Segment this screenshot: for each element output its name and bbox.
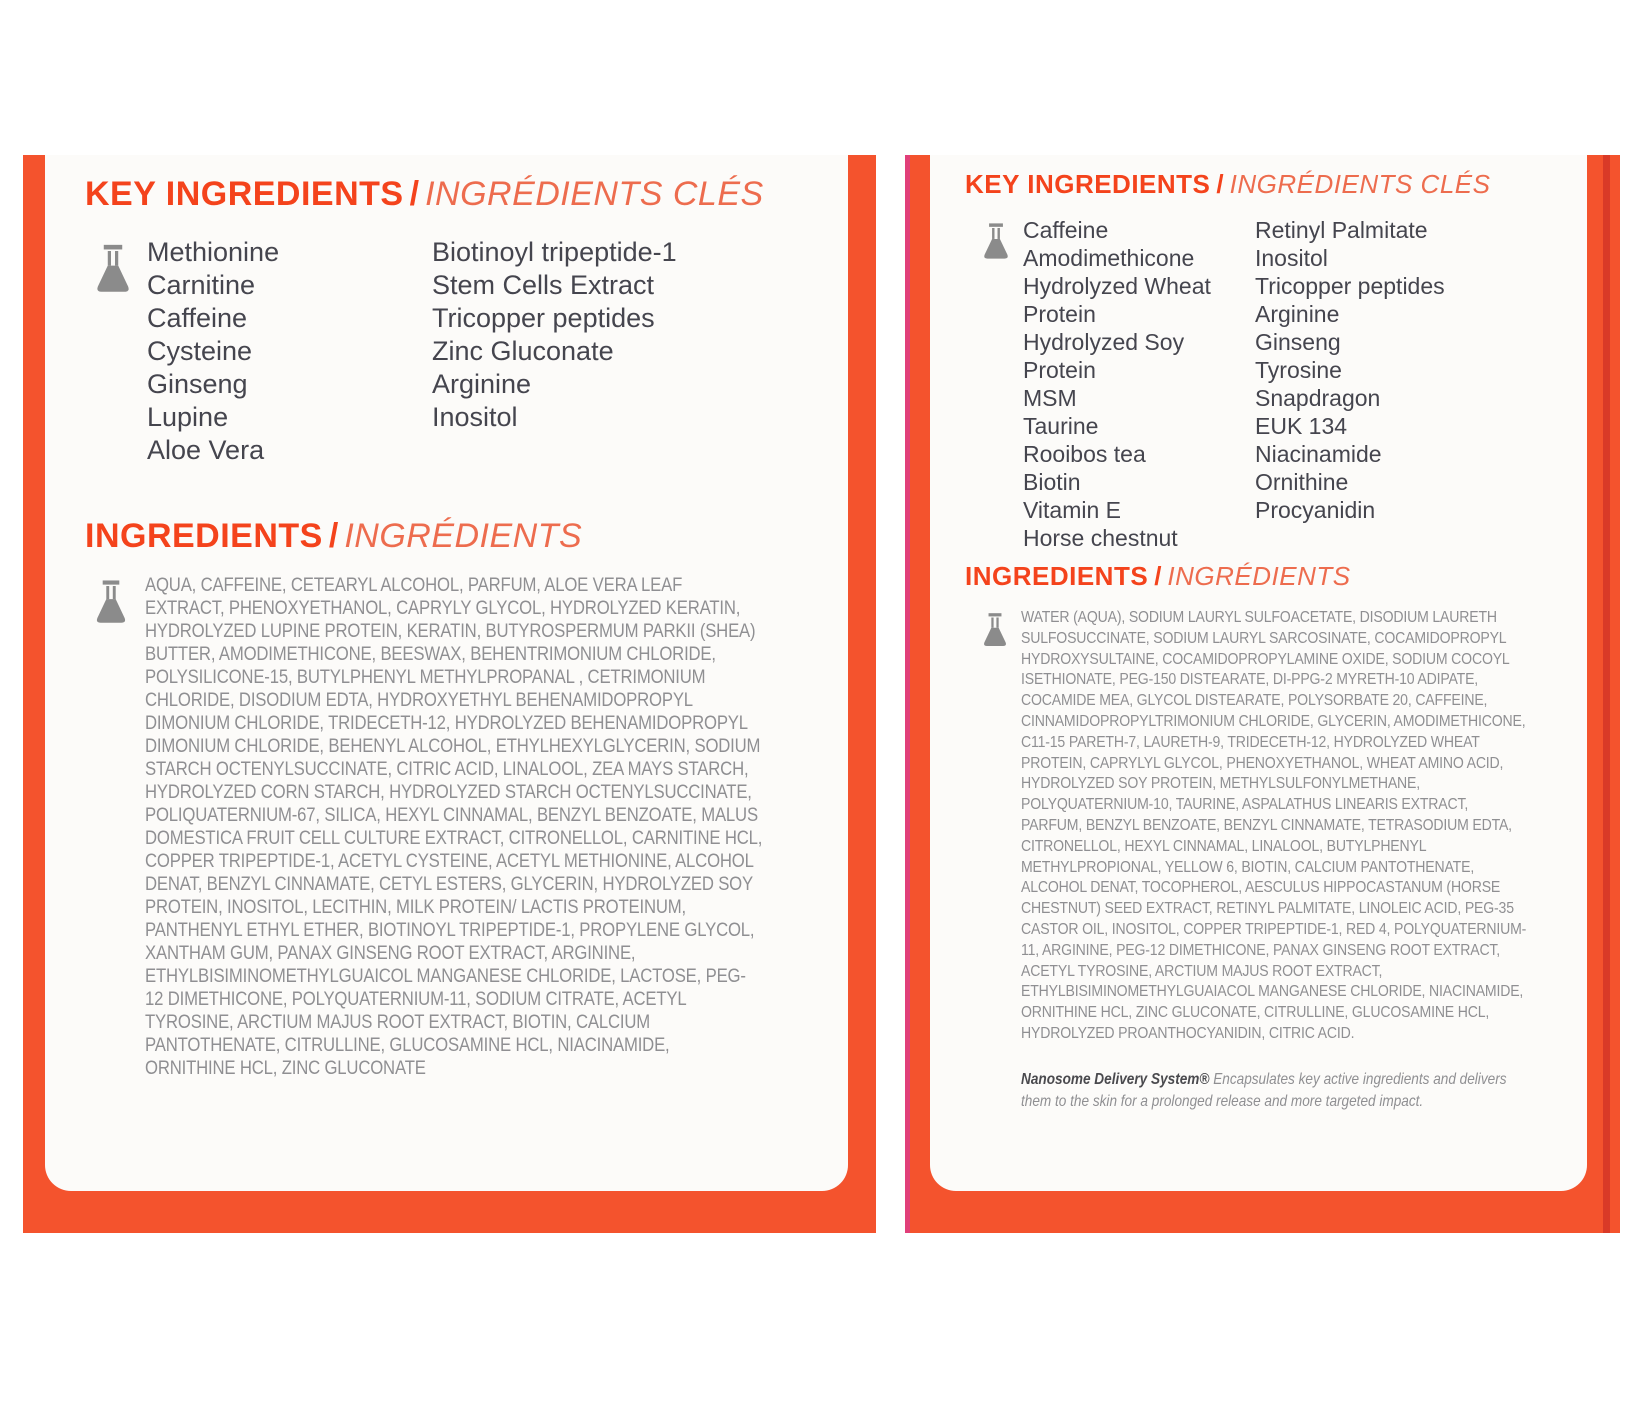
left-label-content-area — [45, 155, 848, 1191]
flask-icon — [93, 580, 129, 628]
key-ingredient: Carnitine — [147, 270, 256, 300]
key-ingredient: Snapdragon — [1255, 385, 1381, 411]
panel-pink-edge-stripe — [905, 155, 910, 1233]
right-key-ingredients-header — [965, 169, 1587, 200]
header-text-fr: INGRÉDIENTS — [344, 517, 583, 555]
nanosome-delivery-note — [1021, 1069, 1510, 1113]
key-ingredient: Cysteine — [147, 336, 253, 366]
left-key-ingredients-section — [85, 175, 848, 467]
key-ingredient: Stem Cells Extract — [432, 270, 655, 300]
header-separator: / — [328, 517, 339, 555]
header-text-en: INGREDIENTS — [965, 561, 1149, 591]
left-key-ingredients-column-1 — [147, 236, 432, 467]
key-ingredient: Caffeine — [147, 303, 248, 333]
left-ingredients-header — [85, 517, 848, 556]
flask-icon — [981, 222, 1011, 264]
header-text-fr: INGRÉDIENTS CLÉS — [425, 175, 764, 213]
key-ingredient: Zinc Gluconate — [432, 336, 614, 366]
header-text-fr: INGRÉDIENTS CLÉS — [1229, 169, 1491, 199]
left-key-ingredients-column-2 — [432, 236, 677, 434]
left-label-panel — [23, 155, 876, 1233]
key-ingredient: Arginine — [1255, 301, 1340, 327]
key-ingredient: Hydrolyzed Wheat Protein — [1023, 273, 1211, 327]
header-text-en: KEY INGREDIENTS — [965, 169, 1211, 199]
header-text-en: KEY INGREDIENTS — [85, 175, 404, 213]
header-separator: / — [1154, 561, 1162, 591]
key-ingredient: Ginseng — [1255, 329, 1341, 355]
header-separator: / — [1216, 169, 1224, 199]
key-ingredient: MSM — [1023, 385, 1077, 411]
key-ingredient: Horse chestnut — [1023, 525, 1178, 551]
right-key-ingredients-column-1 — [1023, 216, 1255, 552]
header-text-fr: INGRÉDIENTS — [1167, 561, 1351, 591]
key-ingredient: Hydrolyzed Soy Protein — [1023, 329, 1185, 383]
nanosome-note-text: Encapsulates key active ingredients and delivers them to the skin for a prolonged release and more targeted impact. — [1021, 1070, 1507, 1110]
header-text-en: INGREDIENTS — [85, 517, 323, 555]
right-key-ingredients-section — [965, 169, 1587, 552]
key-ingredient: EUK 134 — [1255, 413, 1348, 439]
header-separator: / — [409, 175, 420, 213]
nanosome-note-lead: Nanosome Delivery System® — [1021, 1070, 1210, 1088]
key-ingredient: Inositol — [432, 402, 518, 432]
key-ingredient: Arginine — [432, 369, 532, 399]
key-ingredient: Ginseng — [147, 369, 248, 399]
key-ingredient: Tricopper peptides — [432, 303, 655, 333]
key-ingredient: Biotinoyl tripeptide-1 — [432, 237, 677, 267]
right-label-panel — [905, 155, 1620, 1233]
key-ingredient: Amodimethicone — [1023, 245, 1195, 271]
key-ingredient: Caffeine — [1023, 217, 1109, 243]
key-ingredient: Tyrosine — [1255, 357, 1342, 383]
key-ingredient: Inositol — [1255, 245, 1328, 271]
flask-icon — [981, 612, 1009, 651]
left-key-ingredients-header — [85, 175, 848, 214]
key-ingredient: Biotin — [1023, 469, 1081, 495]
panel-red-edge-stripe — [1603, 155, 1610, 1233]
right-label-content-area — [930, 155, 1587, 1191]
left-ingredients-paragraph: AQUA, CAFFEINE, CETEARYL ALCOHOL, PARFUM, ALOE VERA LEAF EXTRACT, PHENOXYETHANOL, CAPRYLY GLYCOL, HYDROLYZED KERATIN, HYDROLYZED LUPINE PROTEIN, KERATIN, BUTYROSPERMUM PARKII (SHEA) BUTTER, AMODIMETHICONE, BEESWAX, BEHENTRIMONIUM CHLORIDE, POLYSILICONE-15, BUTYLPHENYL METHYLPROPANAL , CETRIMONIUM CHLORIDE, DISODIUM EDTA, HYDROXYETHYL BEHENAMIDOPROPYL DIMONIUM CHLORIDE, TRIDECETH-12, HYDROLYZED BEHENAMIDOPROPYL DIMONIUM CHLORIDE, BEHENYL ALCOHOL, ETHYLHEXYLGLYCERIN, SODIUM STARCH OCTENYLSUCCINATE, CITRIC ACID, LINALOOL, ZEA MAYS STARCH, HYDROLYZED CORN STARCH, HYDROLYZED STARCH OCTENYLSUCCINATE, POLIQUATERNIUM-67, SILICA, HEXYL CINNAMAL, BENZYL BENZOATE, MALUS DOMESTICA FRUIT CELL CULTURE EXTRACT, CITRONELLOL, CARNITINE HCL, COPPER TRIPEPTIDE-1, ACETYL CYSTEINE, ACETYL METHIONINE, ALCOHOL DENAT, BENZYL CINNAMATE, CETYL ESTERS, GLYCERIN, HYDROLYZED SOY PROTEIN, INOSITOL, LECITHIN, MILK PROTEIN/ LACTIS PROTEINUM, PANTHENYL ETHYL ETHER, BIOTINOYL TRIPEPTIDE-1, PROPYLENE GLYCOL, XANTHAM GUM, PANAX GINSENG ROOT EXTRACT, ARGININE, ETHYLBISIMINOMETHYLGUAICOL MANGANESE CHLORIDE, LACTOSE, PEG-12 DIMETHICONE, POLYQUATERNIUM-11, SODIUM CITRATE, ACETYL TYROSINE, ARCTIUM MAJUS ROOT EXTRACT, BIOTIN, CALCIUM PANTOTHENATE, CITRULLINE, GLUCOSAMINE HCL, NIACINAMIDE, ORNITHINE HCL, ZINC GLUCONATE — [145, 575, 763, 1079]
key-ingredient: Vitamin E — [1023, 497, 1122, 523]
key-ingredient: Tricopper peptides — [1255, 273, 1445, 299]
right-ingredients-paragraph: WATER (AQUA), SODIUM LAURYL SULFOACETATE, DISODIUM LAURETH SULFOSUCCINATE, SODIUM LAURYL SARCOSINATE, COCAMIDOPROPYL HYDROXYSULTAINE, COCAMIDOPROPYLAMINE OXIDE, SODIUM COCOYL ISETHIONATE, PEG-150 DISTEARATE, DI-PPG-2 MYRETH-10 ADIPATE, COCAMIDE MEA, GLYCOL DISTEARATE, POLYSORBATE 20, CAFFEINE, CINNAMIDOPROPYLTRIMONIUM CHLORIDE, GLYCERIN, AMODIMETHICONE, C11-15 PARETH-7, LAURETH-9, TRIDECETH-12, HYDROLYZED WHEAT PROTEIN, CAPRYLYL GLYCOL, PHENOXYETHANOL, WHEAT AMINO ACID, HYDROLYZED SOY PROTEIN, METHYLSULFONYLMETHANE, POLYQUATERNIUM-10, TAURINE, ASPALATHUS LINEARIS EXTRACT, PARFUM, BENZYL BENZOATE, BENZYL CINNAMATE, TETRASODIUM EDTA, CITRONELLOL, HEXYL CINNAMAL, LINALOOL, BUTYLPHENYL METHYLPROPIONAL, YELLOW 6, BIOTIN, CALCIUM PANTOTHENATE, ALCOHOL DENAT, TOCOPHEROL, AESCULUS HIPPOCASTANUM (HORSE CHESTNUT) SEED EXTRACT, RETINYL PALMITATE, LINOLEIC ACID, PEG-35 CASTOR OIL, INOSITOL, COPPER TRIPEPTIDE-1, RED 4, POLYQUATERNIUM-11, ARGININE, PEG-12 DIMETHICONE, PANAX GINSENG ROOT EXTRACT, ACETYL TYROSINE, ARCTIUM MAJUS ROOT EXTRACT, ETHYLBISIMINOMETHYLGUAIACOL MANGANESE CHLORIDE, NIACINAMIDE, ORNITHINE HCL, ZINC GLUCONATE, CITRULLINE, GLUCOSAMINE HCL, HYDROLYZED PROANTHOCYANIDIN, CITRIC ACID. — [1021, 609, 1527, 1042]
right-ingredients-section — [965, 561, 1587, 1113]
key-ingredient: Niacinamide — [1255, 441, 1382, 467]
key-ingredient: Taurine — [1023, 413, 1099, 439]
flask-icon — [93, 244, 133, 298]
key-ingredient: Retinyl Palmitate — [1255, 217, 1428, 243]
right-ingredients-header — [965, 561, 1587, 592]
key-ingredient: Lupine — [147, 402, 229, 432]
key-ingredient: Ornithine — [1255, 469, 1349, 495]
left-ingredients-section — [85, 517, 848, 1080]
right-key-ingredients-column-2 — [1255, 216, 1445, 524]
key-ingredient: Rooibos tea — [1023, 441, 1146, 467]
key-ingredient: Procyanidin — [1255, 497, 1376, 523]
key-ingredient: Methionine — [147, 237, 280, 267]
key-ingredient: Aloe Vera — [147, 435, 265, 465]
